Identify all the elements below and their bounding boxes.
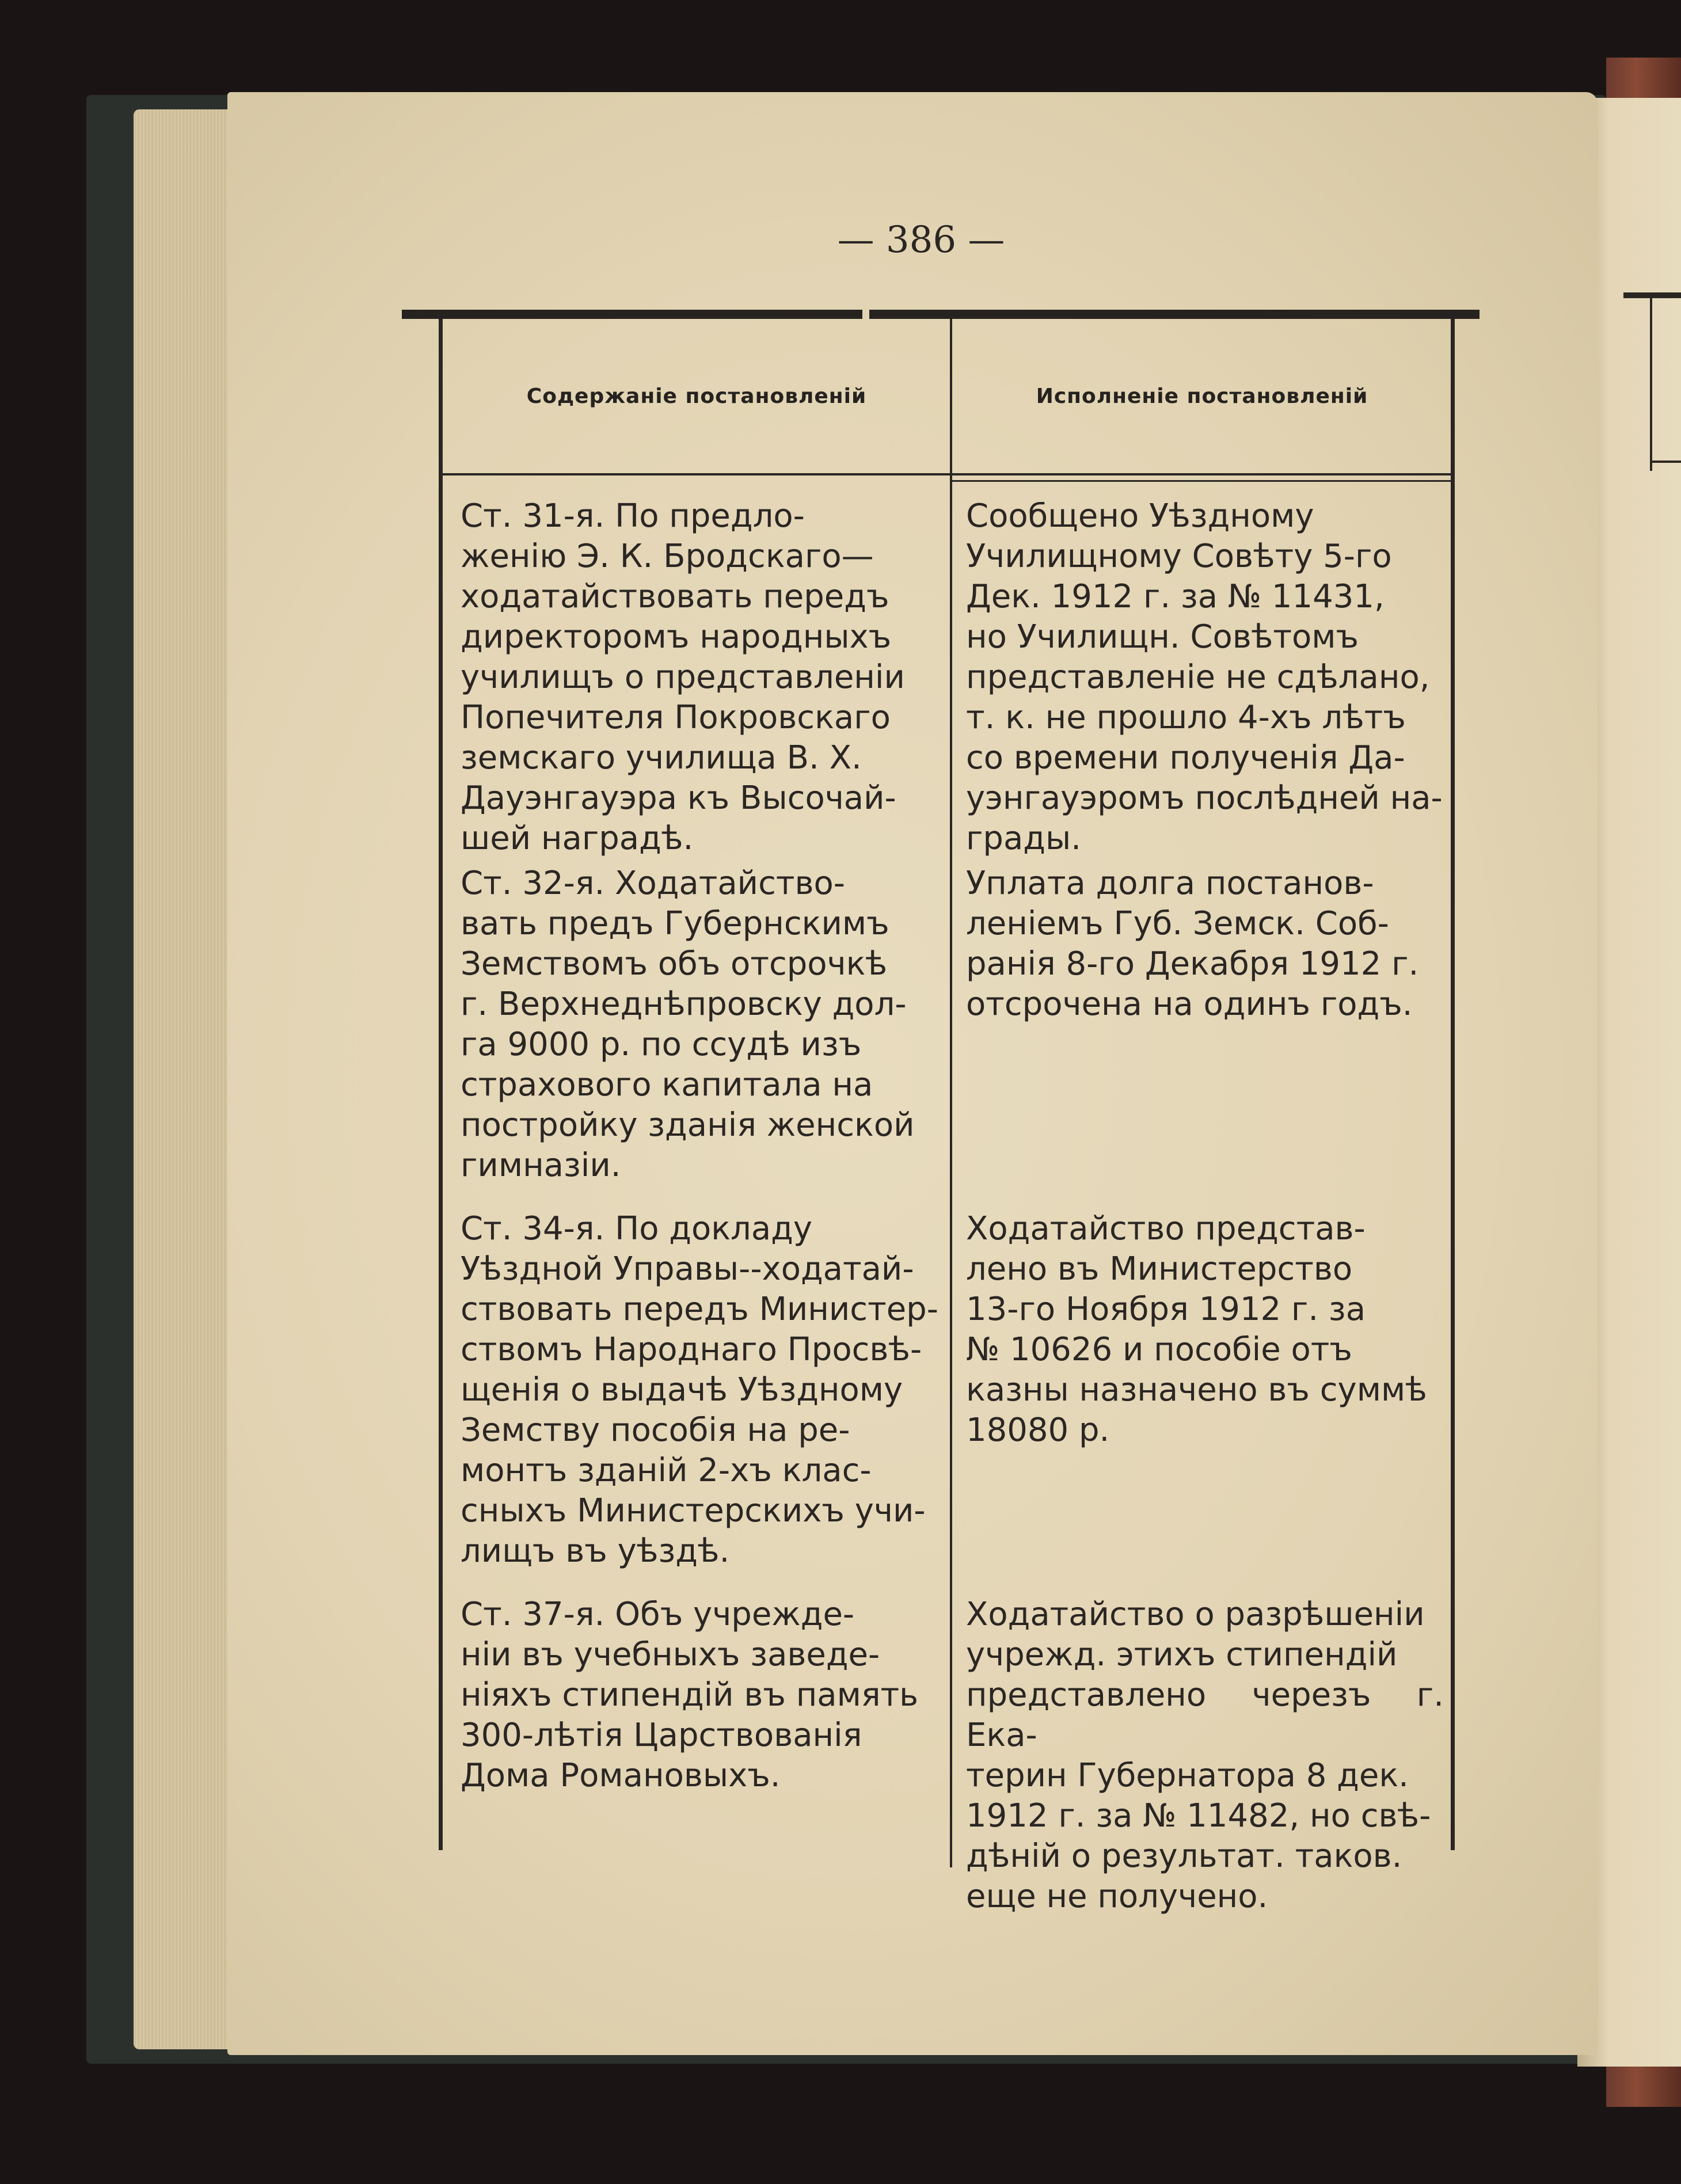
- table-cell-execution: Ходатайство о разрѣшеніи учрежд. этихъ стипендій представлено черезъ г. Ека- терин Губернатора 8 дек. 1912 г. за № 11482, но свѣ- дѣній о результат. таков. еще не получено.: [966, 1596, 1444, 1915]
- table-cell-content: Ст. 37-я. Объ учрежде- ніи въ учебныхъ заведе- ніяхъ стипендій въ память 300-лѣтія Царствованія Дома Романовыхъ.: [461, 1596, 919, 1794]
- facing-page-rule: [1623, 292, 1681, 298]
- facing-page-header-line: [1650, 461, 1681, 463]
- table-header-rule: [439, 473, 1455, 475]
- table-cell-execution: Ходатайство представ- лено въ Министерство 13-го Ноября 1912 г. за № 10626 и пособіе отъ казны назначено въ суммѣ 18080 р.: [966, 1210, 1427, 1449]
- table-cell-content: Ст. 32-я. Ходатайство- вать предъ Губернскимъ Земствомъ объ отсрочкѣ г. Верхнеднѣпровску дол- га 9000 р. по ссудѣ изъ страхового капитала на постройку зданія женской гимназіи.: [461, 865, 915, 1184]
- table-top-rule-left: [402, 310, 862, 319]
- table-header-rule-double: [950, 480, 1451, 482]
- table-top-rule-right: [869, 310, 1480, 319]
- facing-page-column-line: [1650, 298, 1652, 471]
- table-left-border: [439, 319, 443, 1850]
- table-cell-execution: Уплата долга постанов- леніемъ Губ. Земск. Соб- ранія 8-го Декабря 1912 г. отсрочена на одинъ годъ.: [966, 865, 1419, 1023]
- page-block-edge: [134, 109, 243, 2049]
- table-cell-content: Ст. 31-я. По предло- женію Э. К. Бродскаго— ходатайствовать передъ директоромъ народныхъ училищъ о представленіи Попечителя Покровскаго земскаго училища В. Х. Дауэнгауэра къ Высочай- шей наградѣ.: [461, 497, 905, 857]
- page-number: — 386 —: [837, 219, 1005, 261]
- column-header-content: Содержаніе постановленій: [526, 385, 867, 408]
- table-column-divider: [950, 319, 952, 1867]
- table-right-border: [1451, 319, 1455, 1850]
- column-header-execution: Исполненіе постановленій: [1036, 385, 1368, 408]
- table-cell-content: Ст. 34-я. По докладу Уѣздной Управы--ходатай- ствовать передъ Министер- ствомъ Народнаго Просвѣ- щенія о выдачѣ Уѣздному Земству пособія на ре- монтъ зданій 2-хъ клас- сныхъ Министерскихъ учи- лищъ въ уѣздѣ.: [461, 1210, 938, 1570]
- table-cell-execution: Сообщено Уѣздному Училищному Совѣту 5-го Дек. 1912 г. за № 11431, но Училищн. Совѣтомъ представленіе не сдѣлано, т. к. не прошло 4-хъ лѣтъ со времени полученія Да- уэнгауэромъ послѣдней на- грады.: [966, 497, 1443, 857]
